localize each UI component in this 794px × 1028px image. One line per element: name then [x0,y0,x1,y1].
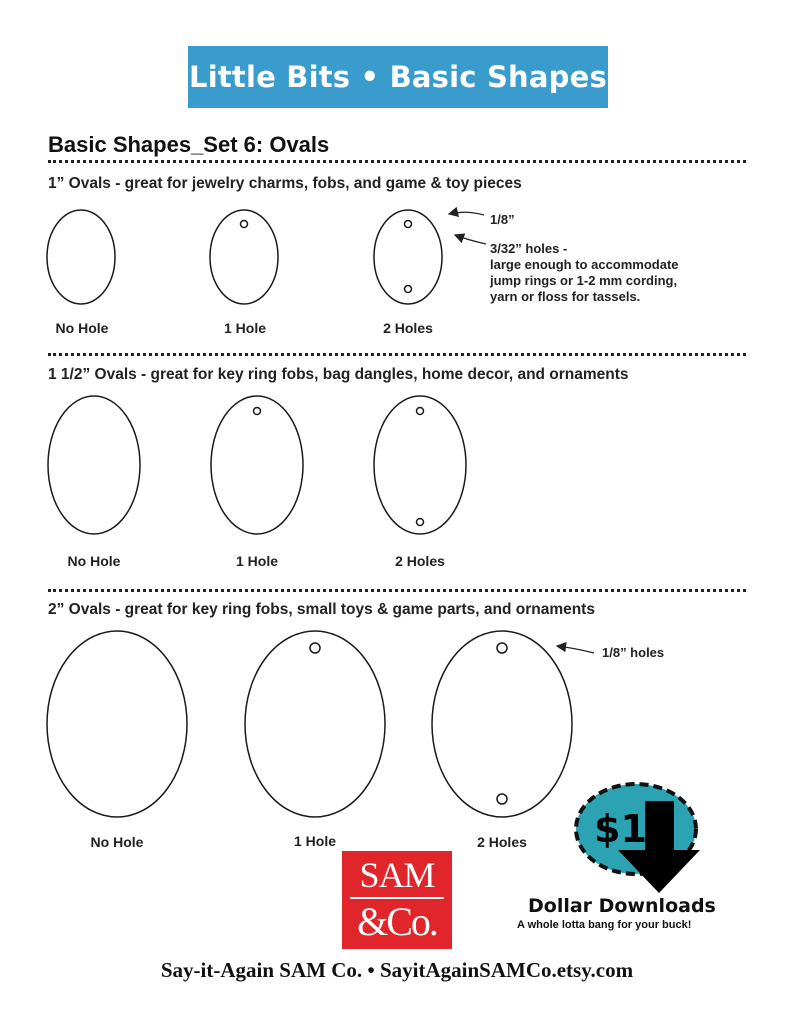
label-no-hole: No Hole [55,320,109,336]
note-line: jump rings or 1-2 mm cording, [490,273,678,288]
section-title-2-inch: 2” Ovals - great for key ring fobs, small toys & game parts, and ornaments [48,601,595,618]
footer: Say-it-Again SAM Co. • SayitAgainSAMCo.etsy.com [160,958,634,982]
section-title-1-5-inch: 1 1/2” Ovals - great for key ring fobs, bag dangles, home decor, and ornaments [48,366,629,383]
page-title: Basic Shapes_Set 6: Ovals [48,132,330,157]
note-big-oval-holes: 1/8” holes [602,645,665,660]
label-two-holes: 2 Holes [395,553,445,569]
label-one-hole: 1 Hole [223,320,267,336]
dollar-downloads-title: Dollar Downloads [528,895,716,917]
label-one-hole: 1 Hole [235,553,279,569]
section-title-1-inch: 1” Ovals - great for jewelry charms, fobs, and game & toy pieces [48,175,522,192]
label-one-hole: 1 Hole [293,833,337,849]
logo-line1: SAM [359,855,435,895]
note-line: large enough to accommodate [490,257,679,272]
logo-line2: &Co. [357,899,437,944]
label-no-hole: No Hole [90,834,144,850]
label-two-holes: 2 Holes [383,320,433,336]
note-line: yarn or floss for tassels. [490,289,641,304]
label-no-hole: No Hole [67,553,121,569]
banner-title: Little Bits • Basic Shapes [189,60,607,94]
note-line: 3/32” holes - [490,241,568,256]
note-small-hole: 1/8” [490,212,515,227]
label-two-holes: 2 Holes [477,834,527,850]
dollar-downloads-tagline: A whole lotta bang for your buck! [517,919,692,931]
dollar-amount: $1 [594,807,647,851]
